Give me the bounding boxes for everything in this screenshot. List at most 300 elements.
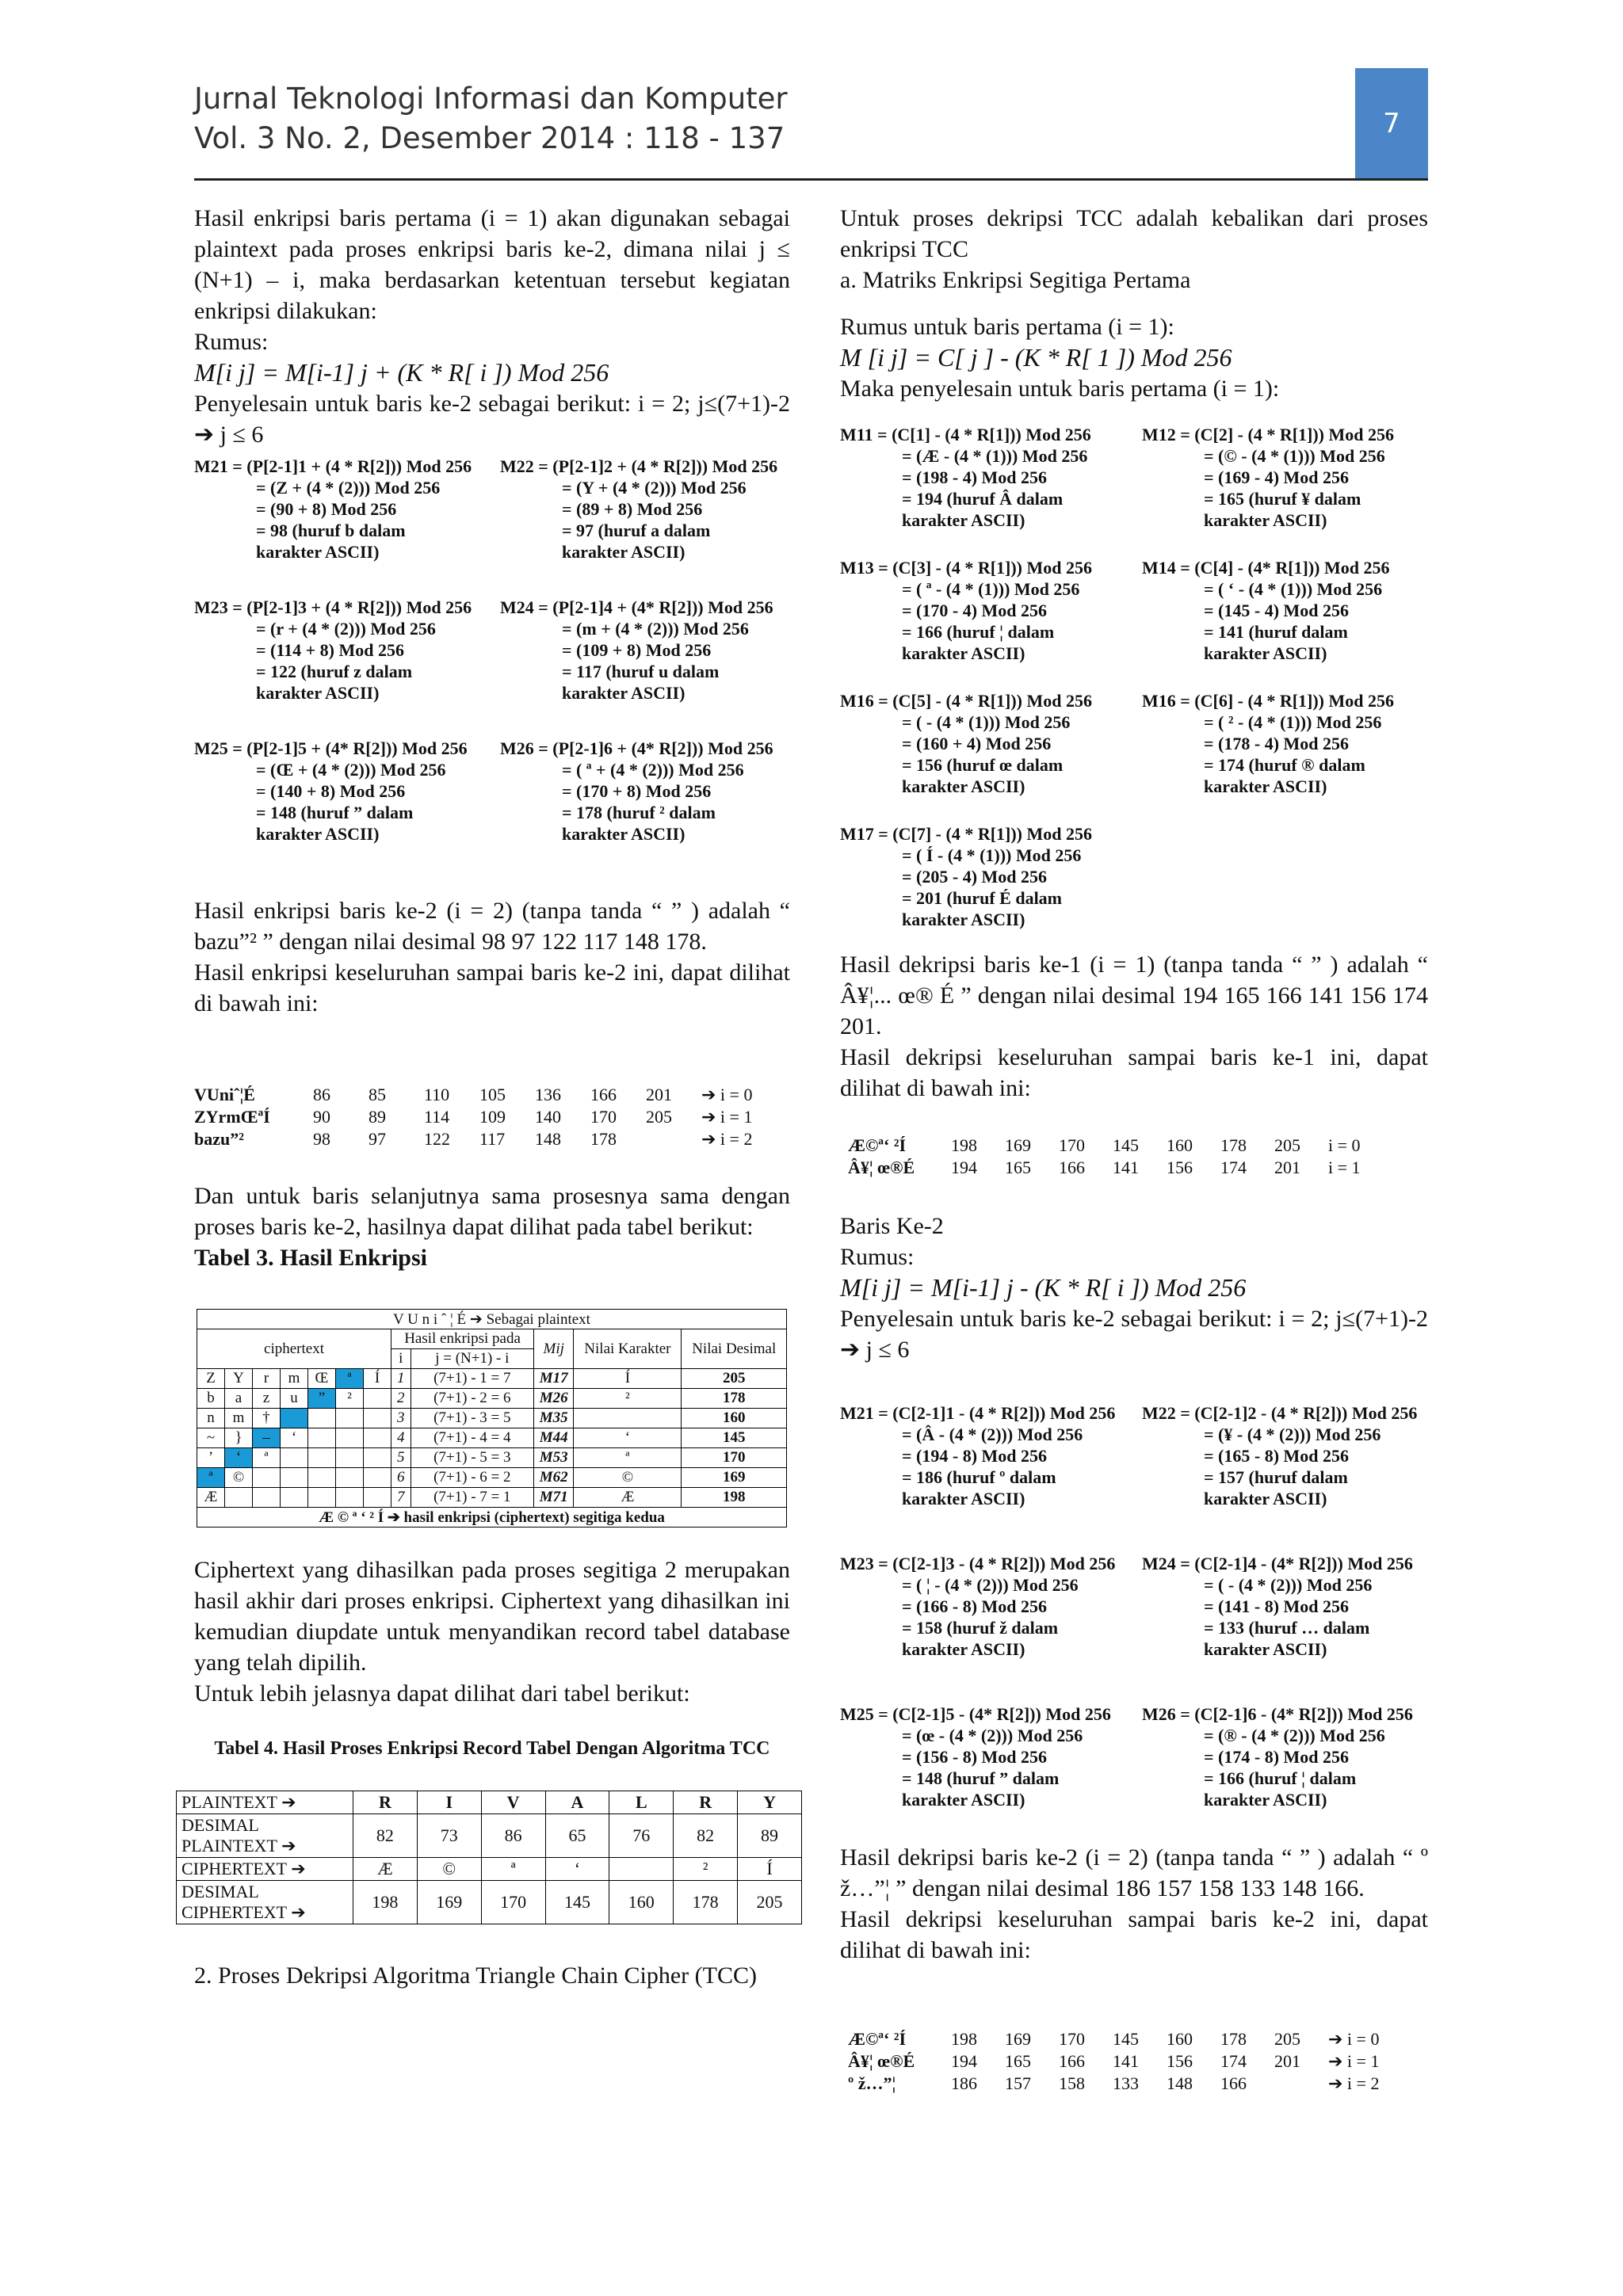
row-header: DESIMAL CIPHERTEXT ➔: [177, 1881, 353, 1924]
table-cell: Y: [738, 1791, 802, 1814]
calc-head: M12 = (C[2] - (4 * R[1])) Mod 256: [1142, 425, 1395, 444]
calc-line: = (178 - 4) Mod 256: [1204, 734, 1350, 753]
right-column-2: [840, 949, 1428, 1104]
calc-line: = 157 (huruf dalam: [1204, 1467, 1348, 1487]
row-value: 140: [535, 1107, 561, 1127]
calc-line: = ( ‘ - (4 * (1))) Mod 256: [1204, 579, 1383, 599]
calc-line: karakter ASCII): [902, 910, 1025, 929]
calc-line: karakter ASCII): [562, 824, 685, 844]
calc-block: [194, 738, 484, 845]
calc-block: [1142, 557, 1428, 664]
cipher-cell: [308, 1468, 336, 1488]
row-value: 166: [1059, 1158, 1085, 1177]
calc-block: [194, 456, 484, 563]
calc-block: [500, 738, 790, 845]
row-value: 105: [479, 1085, 506, 1104]
calc-line: = (141 - 8) Mod 256: [1204, 1596, 1350, 1616]
calc-block: [840, 823, 1126, 930]
left-column-4: [194, 1554, 790, 1709]
cipher-cell: [281, 1409, 308, 1428]
right-column-4: [840, 1842, 1428, 1966]
result-row: [194, 1128, 790, 1150]
cell-dec: 178: [682, 1389, 787, 1409]
cell-dec: 170: [682, 1448, 787, 1468]
cipher-cell: ª: [253, 1448, 281, 1468]
table-cell: 145: [545, 1881, 609, 1924]
row-value: 178: [1220, 1135, 1247, 1155]
cipher-cell: [336, 1468, 364, 1488]
calc-block: [1142, 1703, 1428, 1810]
calc-line: = (160 + 4) Mod 256: [902, 734, 1052, 753]
dec-result-rows-1: [848, 1135, 1428, 1179]
row-value: 174: [1220, 1158, 1247, 1177]
row-value: 110: [424, 1085, 450, 1104]
row-value: 141: [1113, 2051, 1139, 2071]
cell-i: 2: [391, 1389, 411, 1409]
calc-line: = 148 (huruf ” dalam: [256, 803, 414, 822]
table-row: [197, 1409, 787, 1428]
formula: M[i j] = M[i-1] j - (K * R[ i ]) Mod 256: [840, 1273, 1247, 1302]
calc-head: M26 = (P[2-1]6 + (4* R[2])) Mod 256: [500, 738, 773, 758]
row-label: Â¥¦ œ®É: [848, 2051, 915, 2071]
calc-line: karakter ASCII): [1204, 1489, 1327, 1508]
row-label: VUniˆ¦É: [194, 1085, 255, 1104]
left-column-2: [194, 895, 790, 1019]
col-header: Hasil enkripsi pada: [391, 1329, 534, 1349]
cipher-cell: Y: [225, 1369, 253, 1389]
cell-dec: 145: [682, 1428, 787, 1448]
calc-head: M21 = (P[2-1]1 + (4 * R[2])) Mod 256: [194, 456, 472, 476]
calc-block: [1142, 424, 1428, 531]
row-value: 194: [951, 1158, 977, 1177]
table-row: [177, 1814, 802, 1858]
cipher-cell: [364, 1409, 391, 1428]
row-value: 98: [313, 1129, 330, 1149]
row-value: 169: [1005, 2029, 1031, 2049]
row-value: 198: [951, 2029, 977, 2049]
row-value: 178: [590, 1129, 617, 1149]
section-label: Baris Ke-2: [840, 1213, 944, 1239]
cell-mij: M44: [534, 1428, 574, 1448]
row-value: 90: [313, 1107, 330, 1127]
calc-line: karakter ASCII): [902, 1790, 1025, 1810]
cipher-cell: u: [281, 1389, 308, 1409]
result-row: [848, 2050, 1428, 2073]
row-index: ➔ i = 2: [1328, 2073, 1380, 2093]
cell-mij: M62: [534, 1468, 574, 1488]
calc-head: M23 = (P[2-1]3 + (4 * R[2])) Mod 256: [194, 597, 472, 617]
row-value: 160: [1167, 1135, 1193, 1155]
calc-head: M22 = (C[2-1]2 - (4 * R[2])) Mod 256: [1142, 1403, 1418, 1423]
col-header: Nilai Karakter: [574, 1329, 682, 1369]
calc-line: karakter ASCII): [1204, 776, 1327, 796]
cell-j: (7+1) - 6 = 2: [411, 1468, 534, 1488]
row-index: i = 0: [1328, 1135, 1361, 1155]
cell-j: (7+1) - 5 = 3: [411, 1448, 534, 1468]
cell-char: Æ: [574, 1488, 682, 1508]
col-header: i: [391, 1349, 411, 1369]
calc-head: M23 = (C[2-1]3 - (4 * R[2])) Mod 256: [840, 1554, 1116, 1573]
table-cell: 198: [353, 1881, 418, 1924]
table-row: [177, 1881, 802, 1924]
cell-j: (7+1) - 3 = 5: [411, 1409, 534, 1428]
calc-block: [1142, 1553, 1428, 1660]
row-value: 165: [1005, 2051, 1031, 2071]
cipher-cell: ©: [225, 1468, 253, 1488]
calc-head: M26 = (C[2-1]6 - (4* R[2])) Mod 256: [1142, 1704, 1413, 1724]
cell-mij: M71: [534, 1488, 574, 1508]
table-row: [197, 1488, 787, 1508]
calc-line: karakter ASCII): [1204, 510, 1327, 530]
cell-i: 3: [391, 1409, 411, 1428]
row-label: Æ©ª‘ ²Í: [848, 2029, 907, 2049]
row-value: 133: [1113, 2073, 1139, 2093]
table-cell: V: [481, 1791, 545, 1814]
cipher-cell: n: [197, 1409, 225, 1428]
journal-title: Jurnal Teknologi Informasi dan Komputer: [194, 82, 788, 116]
calc-line: = (205 - 4) Mod 256: [902, 867, 1048, 887]
table-cell: 82: [674, 1814, 738, 1858]
calc-line: karakter ASCII): [902, 643, 1025, 663]
row-value: 201: [1274, 2051, 1300, 2071]
cipher-cell: Í: [364, 1369, 391, 1389]
cell-j: (7+1) - 7 = 1: [411, 1488, 534, 1508]
calc-line: = (¥ - (4 * (2))) Mod 256: [1204, 1425, 1381, 1444]
row-value: 157: [1005, 2073, 1031, 2093]
calc-line: = (Y + (4 * (2))) Mod 256: [562, 478, 747, 498]
paragraph: Ciphertext yang dihasilkan pada proses segitiga 2 merupakan hasil akhir dari proses enkripsi. Ciphertext yang dihasilkan ini kemudian diupdate untuk menyandikan record tabel database yang telah dipilih.: [194, 1557, 790, 1676]
cell-dec: 160: [682, 1409, 787, 1428]
cipher-cell: [308, 1428, 336, 1448]
cell-dec: 198: [682, 1488, 787, 1508]
calc-block: [1142, 690, 1428, 797]
cell-mij: M35: [534, 1409, 574, 1428]
table-cell: 82: [353, 1814, 418, 1858]
row-value: 170: [1059, 2029, 1085, 2049]
table-cell: ª: [481, 1858, 545, 1881]
calc-block: [840, 1553, 1126, 1660]
page-number: 7: [1355, 68, 1428, 179]
table-row: [177, 1791, 802, 1814]
row-value: 160: [1167, 2029, 1193, 2049]
paragraph: Hasil dekripsi keseluruhan sampai baris ke-2 ini, dapat dilihat di bawah ini:: [840, 1906, 1428, 1963]
row-value: 198: [951, 1135, 977, 1155]
cipher-cell: Z: [197, 1369, 225, 1389]
row-index: ➔ i = 1: [701, 1107, 753, 1127]
cell-i: 7: [391, 1488, 411, 1508]
cipher-cell: [336, 1409, 364, 1428]
cipher-cell: ”: [308, 1389, 336, 1409]
cipher-cell: Æ: [197, 1488, 225, 1508]
table-cell: R: [674, 1791, 738, 1814]
calc-line: = (Z + (4 * (2))) Mod 256: [256, 478, 441, 498]
calc-line: = ( Í - (4 * (1))) Mod 256: [902, 845, 1082, 865]
row-header: PLAINTEXT ➔: [177, 1791, 353, 1814]
rumus-label: Rumus untuk baris pertama (i = 1):: [840, 314, 1174, 340]
table-cell: Æ: [353, 1858, 418, 1881]
table-row: [197, 1310, 787, 1329]
calc-line: = (® - (4 * (2))) Mod 256: [1204, 1726, 1385, 1745]
table-cell: I: [417, 1791, 481, 1814]
calc-head: M24 = (C[2-1]4 - (4* R[2])) Mod 256: [1142, 1554, 1413, 1573]
row-value: 205: [1274, 1135, 1300, 1155]
calc-line: = (140 + 8) Mod 256: [256, 781, 406, 801]
calc-line: = 122 (huruf z dalam: [256, 662, 413, 681]
result-row: [848, 2028, 1428, 2050]
cipher-cell: –: [253, 1428, 281, 1448]
col-header: j = (N+1) - i: [411, 1349, 534, 1369]
table-cell: R: [353, 1791, 418, 1814]
journal-volume: Vol. 3 No. 2, Desember 2014 : 118 - 137: [194, 121, 785, 155]
calc-head: M14 = (C[4] - (4* R[1])) Mod 256: [1142, 558, 1390, 578]
cipher-cell: †: [253, 1409, 281, 1428]
calc-line: karakter ASCII): [256, 542, 380, 562]
table-cell: 89: [738, 1814, 802, 1858]
result-row: [194, 1106, 790, 1128]
table-cell: ‘: [545, 1858, 609, 1881]
section-heading: 2. Proses Dekripsi Algoritma Triangle Chain Cipher (TCC): [194, 1962, 757, 1989]
calc-head: M21 = (C[2-1]1 - (4 * R[2])) Mod 256: [840, 1403, 1116, 1423]
calc-line: = ( - (4 * (2))) Mod 256: [1204, 1575, 1373, 1595]
cell-j: (7+1) - 1 = 7: [411, 1369, 534, 1389]
table-cell: 73: [417, 1814, 481, 1858]
calc-line: = 166 (huruf ¦ dalam: [1204, 1768, 1357, 1788]
calc-line: = (Â - (4 * (2))) Mod 256: [902, 1425, 1083, 1444]
row-value: 194: [951, 2051, 977, 2071]
result-row: [194, 1084, 790, 1106]
calc-block: [840, 424, 1126, 531]
col-header: ciphertext: [197, 1329, 391, 1369]
cipher-cell: [281, 1488, 308, 1508]
formula: M[i j] = M[i-1] j + (K * R[ i ]) Mod 256: [194, 358, 609, 387]
row-value: 170: [590, 1107, 617, 1127]
table-row: [197, 1389, 787, 1409]
table-row: [197, 1508, 787, 1527]
cell-mij: M26: [534, 1389, 574, 1409]
calc-line: = (166 - 8) Mod 256: [902, 1596, 1048, 1616]
right-column-3: [840, 1211, 1428, 1365]
paragraph: Hasil dekripsi baris ke-2 (i = 2) (tanpa tanda “ ” ) adalah “ º ž…”¦ ” dengan nilai desimal 186 157 158 133 148 166.: [840, 1844, 1428, 1901]
table-cell: 169: [417, 1881, 481, 1924]
table-cell: ©: [417, 1858, 481, 1881]
cell-i: 1: [391, 1369, 411, 1389]
row-value: 122: [424, 1129, 450, 1149]
cell-i: 4: [391, 1428, 411, 1448]
row-index: ➔ i = 2: [701, 1129, 753, 1149]
calc-line: karakter ASCII): [256, 683, 380, 703]
cipher-cell: [308, 1488, 336, 1508]
calc-line: = ( ª - (4 * (1))) Mod 256: [902, 579, 1080, 599]
row-value: 178: [1220, 2029, 1247, 2049]
calc-line: = (Æ - (4 * (1))) Mod 256: [902, 446, 1088, 466]
table-cell: L: [609, 1791, 674, 1814]
row-value: 109: [479, 1107, 506, 1127]
cell-char: ©: [574, 1468, 682, 1488]
calc-line: = 156 (huruf œ dalam: [902, 755, 1064, 775]
row-value: 156: [1167, 1158, 1193, 1177]
calc-line: = 186 (huruf º dalam: [902, 1467, 1056, 1487]
table-cell: A: [545, 1791, 609, 1814]
paragraph: Dan untuk baris selanjutnya sama prosesnya sama dengan proses baris ke-2, hasilnya dapat dilihat pada tabel berikut:: [194, 1183, 790, 1240]
row-value: 174: [1220, 2051, 1247, 2071]
row-label: Æ©ª‘ ²Í: [848, 1135, 907, 1155]
table-cell: 65: [545, 1814, 609, 1858]
table4: [176, 1791, 802, 1924]
cell-i: 6: [391, 1468, 411, 1488]
calc-line: = (165 - 8) Mod 256: [1204, 1446, 1350, 1466]
cell-char: Í: [574, 1369, 682, 1389]
calc-line: = 174 (huruf ® dalam: [1204, 755, 1365, 775]
row-value: 136: [535, 1085, 561, 1104]
table4-title: Tabel 4. Hasil Proses Enkripsi Record Tabel Dengan Algoritma TCC: [214, 1738, 770, 1759]
cipher-cell: [281, 1468, 308, 1488]
calc-line: = (145 - 4) Mod 256: [1204, 601, 1350, 620]
calc-line: = 148 (huruf ” dalam: [902, 1768, 1060, 1788]
calc-line: = (œ - (4 * (2))) Mod 256: [902, 1726, 1083, 1745]
row-value: 186: [951, 2073, 977, 2093]
cipher-cell: Œ: [308, 1369, 336, 1389]
cipher-cell: b: [197, 1389, 225, 1409]
cipher-cell: ª: [197, 1468, 225, 1488]
calc-line: = (114 + 8) Mod 256: [256, 640, 405, 660]
calc-line: = (© - (4 * (1))) Mod 256: [1204, 446, 1385, 466]
cipher-cell: ª: [336, 1369, 364, 1389]
calc-block: [500, 456, 790, 563]
calc-line: karakter ASCII): [1204, 1639, 1327, 1659]
calc-head: M22 = (P[2-1]2 + (4 * R[2])) Mod 256: [500, 456, 778, 476]
table-row: [177, 1858, 802, 1881]
cipher-cell: [364, 1488, 391, 1508]
cell-i: 5: [391, 1448, 411, 1468]
calc-head: M16 = (C[5] - (4 * R[1])) Mod 256: [840, 691, 1093, 711]
row-index: ➔ i = 0: [701, 1085, 753, 1104]
row-value: 201: [1274, 1158, 1300, 1177]
calc-head: M13 = (C[3] - (4 * R[1])) Mod 256: [840, 558, 1093, 578]
row-value: 89: [369, 1107, 386, 1127]
cipher-cell: [336, 1428, 364, 1448]
row-label: º ž…”¦: [848, 2073, 896, 2093]
table-cell: 170: [481, 1881, 545, 1924]
cipher-cell: [225, 1488, 253, 1508]
row-value: 166: [1220, 2073, 1247, 2093]
table-top-caption: V U n i ˆ ¦ É ➔ Sebagai plaintext: [197, 1310, 787, 1329]
cipher-cell: m: [225, 1409, 253, 1428]
calc-line: = (194 - 8) Mod 256: [902, 1446, 1048, 1466]
calc-line: = ( - (4 * (1))) Mod 256: [902, 712, 1071, 732]
calc-line: = (170 - 4) Mod 256: [902, 601, 1048, 620]
calc-block: [840, 557, 1126, 664]
enc-result-rows: [194, 1084, 790, 1150]
paragraph: a. Matriks Enkripsi Segitiga Pertama: [840, 267, 1191, 293]
table-cell: 205: [738, 1881, 802, 1924]
row-value: 114: [424, 1107, 450, 1127]
cipher-cell: [336, 1488, 364, 1508]
cipher-cell: [253, 1488, 281, 1508]
result-row: [848, 1157, 1428, 1179]
row-value: 166: [1059, 2051, 1085, 2071]
calc-line: = (89 + 8) Mod 256: [562, 499, 703, 519]
paragraph: Penyelesain untuk baris ke-2 sebagai berikut: i = 2; j≤(7+1)-2 ➔ j ≤ 6: [840, 1306, 1428, 1363]
cipher-cell: ~: [197, 1428, 225, 1448]
row-value: 97: [369, 1129, 386, 1149]
cipher-cell: r: [253, 1369, 281, 1389]
calc-line: = 166 (huruf ¦ dalam: [902, 622, 1055, 642]
cipher-cell: [364, 1468, 391, 1488]
cell-mij: M53: [534, 1448, 574, 1468]
calc-head: M17 = (C[7] - (4 * R[1])) Mod 256: [840, 824, 1093, 844]
calc-line: karakter ASCII): [1204, 1790, 1327, 1810]
row-label: ZYrmŒªÍ: [194, 1107, 270, 1127]
calc-line: = (170 + 8) Mod 256: [562, 781, 712, 801]
calc-line: karakter ASCII): [902, 510, 1025, 530]
cell-dec: 205: [682, 1369, 787, 1389]
cipher-cell: a: [225, 1389, 253, 1409]
left-column-3: [194, 1180, 790, 1273]
calc-line: = ( ¦ - (4 * (2))) Mod 256: [902, 1575, 1079, 1595]
table-cell: ²: [674, 1858, 738, 1881]
cell-j: (7+1) - 4 = 4: [411, 1428, 534, 1448]
calc-line: = ( ª + (4 * (2))) Mod 256: [562, 760, 744, 780]
row-value: 158: [1059, 2073, 1085, 2093]
cipher-cell: [364, 1448, 391, 1468]
cipher-cell: [364, 1428, 391, 1448]
table-row: [197, 1369, 787, 1389]
paragraph: Penyelesain untuk baris ke-2 sebagai berikut: i = 2; j≤(7+1)-2 ➔ j ≤ 6: [194, 391, 790, 448]
cell-dec: 169: [682, 1468, 787, 1488]
row-value: 148: [535, 1129, 561, 1149]
cell-mij: M17: [534, 1369, 574, 1389]
cipher-cell: ‘: [225, 1448, 253, 1468]
calc-head: M25 = (P[2-1]5 + (4* R[2])) Mod 256: [194, 738, 468, 758]
result-row: [848, 2073, 1428, 2095]
calc-line: = (90 + 8) Mod 256: [256, 499, 397, 519]
calc-line: = 165 (huruf ¥ dalam: [1204, 489, 1361, 509]
calc-line: = 117 (huruf u dalam: [562, 662, 720, 681]
calc-line: = (156 - 8) Mod 256: [902, 1747, 1048, 1767]
row-value: 165: [1005, 1158, 1031, 1177]
right-column: [840, 203, 1428, 404]
cipher-cell: m: [281, 1369, 308, 1389]
row-value: 166: [590, 1085, 617, 1104]
calc-line: = 158 (huruf ž dalam: [902, 1618, 1059, 1638]
cipher-cell: [364, 1389, 391, 1409]
dec-result-rows-2: [848, 2028, 1428, 2095]
cell-char: [574, 1409, 682, 1428]
calc-line: = (198 - 4) Mod 256: [902, 467, 1048, 487]
table-cell: 160: [609, 1881, 674, 1924]
table-cell: 76: [609, 1814, 674, 1858]
header-divider: [194, 178, 1428, 181]
table3-title: Tabel 3. Hasil Enkripsi: [194, 1245, 427, 1271]
journal-header: [194, 79, 788, 158]
calc-line: = 194 (huruf Â dalam: [902, 489, 1064, 509]
row-header: CIPHERTEXT ➔: [177, 1858, 353, 1881]
table-row: [197, 1428, 787, 1448]
row-value: 145: [1113, 2029, 1139, 2049]
row-header: DESIMAL PLAINTEXT ➔: [177, 1814, 353, 1858]
table-row: [197, 1329, 787, 1349]
paragraph: Untuk lebih jelasnya dapat dilihat dari tabel berikut:: [194, 1680, 690, 1707]
row-label: bazu”²: [194, 1129, 244, 1149]
calc-block: [840, 1703, 1126, 1810]
formula: M [i j] = C[ j ] - (K * R[ 1 ]) Mod 256: [840, 343, 1232, 372]
calc-line: = ( ² - (4 * (1))) Mod 256: [1204, 712, 1382, 732]
paragraph: Maka penyelesain untuk baris pertama (i = 1):: [840, 376, 1280, 402]
row-value: 156: [1167, 2051, 1193, 2071]
table-row: [197, 1448, 787, 1468]
table-cell: 178: [674, 1881, 738, 1924]
calc-line: = (m + (4 * (2))) Mod 256: [562, 619, 749, 639]
